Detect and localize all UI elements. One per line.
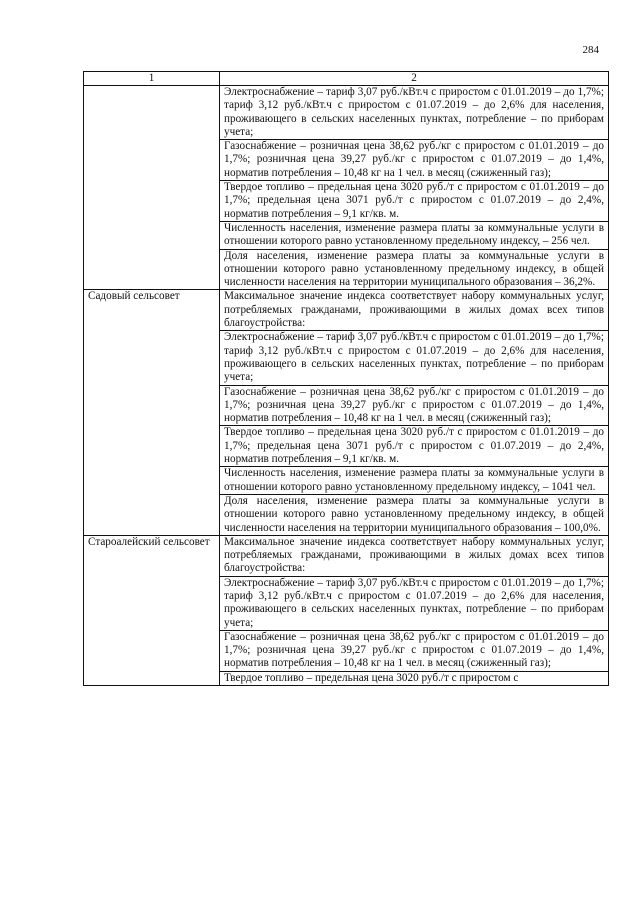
paragraph: Электроснабжение – тариф 3,07 руб./кВт.ч с приростом с 01.01.2019 – до 1,7%; тариф 3,12 руб./кВт.ч с приростом с 01.07.2019 – до 2,6% для населения, проживающего в сельских населенных пунктах, потребление – по приборам учета; xyxy=(220,330,608,384)
paragraph: Максимальное значение индекса соответствует набору коммунальных услуг, потребляемых гражданами, проживающими в жилых домах всех типов благоустройства: xyxy=(224,290,604,330)
paragraph: Численность населения, изменение размера платы за коммунальные услуги в отношении которого равно установленному предельному индексу, – 1041 чел. xyxy=(220,466,608,494)
paragraph: Твердое топливо – предельная цена 3020 руб./т с приростом с 01.01.2019 – до 1,7%; предельная цена 3071 руб./т с приростом с 01.07.2019 – до 2,4%, норматив потребления – 9,1 кг/кв. м. xyxy=(220,180,608,221)
table-row xyxy=(84,535,609,685)
column-header-1: 1 xyxy=(84,72,220,86)
description-cell xyxy=(220,86,609,290)
page-number: 284 xyxy=(582,44,599,56)
municipality-cell: Староалейский сельсовет xyxy=(84,535,220,685)
table-header-row xyxy=(84,72,609,86)
paragraph: Численность населения, изменение размера платы за коммунальные услуги в отношении которого равно установленному предельному индексу, – 256 чел. xyxy=(220,221,608,249)
document-table xyxy=(83,71,609,686)
municipality-cell xyxy=(84,86,220,290)
description-cell xyxy=(220,290,609,535)
column-header-2: 2 xyxy=(220,72,609,86)
table-row xyxy=(84,86,609,290)
paragraph: Газоснабжение – розничная цена 38,62 руб./кг с приростом с 01.01.2019 – до 1,7%; розничная цена 39,27 руб./кг с приростом с 01.07.2019 – до 1,4%, норматив потребления – 10,48 кг на 1 чел. в месяц (сжиженный газ); xyxy=(220,630,608,671)
paragraph: Газоснабжение – розничная цена 38,62 руб./кг с приростом с 01.01.2019 – до 1,7%; розничная цена 39,27 руб./кг с приростом с 01.07.2019 – до 1,4%, норматив потребления – 10,48 кг на 1 чел. в месяц (сжиженный газ); xyxy=(220,385,608,426)
municipality-cell: Садовый сельсовет xyxy=(84,290,220,535)
paragraph: Электроснабжение – тариф 3,07 руб./кВт.ч с приростом с 01.01.2019 – до 1,7%; тариф 3,12 руб./кВт.ч с приростом с 01.07.2019 – до 2,6% для населения, проживающего в сельских населенных пунктах, потребление – по приборам учета; xyxy=(220,576,608,630)
paragraph: Газоснабжение – розничная цена 38,62 руб./кг с приростом с 01.01.2019 – до 1,7%; розничная цена 39,27 руб./кг с приростом с 01.07.2019 – до 1,4%, норматив потребления – 10,48 кг на 1 чел. в месяц (сжиженный газ); xyxy=(220,139,608,180)
paragraph: Максимальное значение индекса соответствует набору коммунальных услуг, потребляемых гражданами, проживающими в жилых домах всех типов благоустройства: xyxy=(224,535,604,575)
paragraph: Твердое топливо – предельная цена 3020 руб./т с приростом с xyxy=(220,671,608,685)
table-row xyxy=(84,290,609,535)
paragraph: Твердое топливо – предельная цена 3020 руб./т с приростом с 01.01.2019 – до 1,7%; предельная цена 3071 руб./т с приростом с 01.07.2019 – до 2,4%, норматив потребления – 9,1 кг/кв. м. xyxy=(220,425,608,466)
description-cell xyxy=(220,535,609,685)
paragraph: Электроснабжение – тариф 3,07 руб./кВт.ч с приростом с 01.01.2019 – до 1,7%; тариф 3,12 руб./кВт.ч с приростом с 01.07.2019 – до 2,6% для населения, проживающего в сельских населенных пунктах, потребление – по приборам учета; xyxy=(224,86,604,138)
paragraph: Доля населения, изменение размера платы за коммунальные услуги в отношении которого равно установленному предельному индексу, в общей численности населения на территории муниципального образования – 100,0%. xyxy=(220,494,608,535)
paragraph: Доля населения, изменение размера платы за коммунальные услуги в отношении которого равно установленному предельному индексу, в общей численности населения на территории муниципального образования – 36,2%. xyxy=(220,249,608,290)
